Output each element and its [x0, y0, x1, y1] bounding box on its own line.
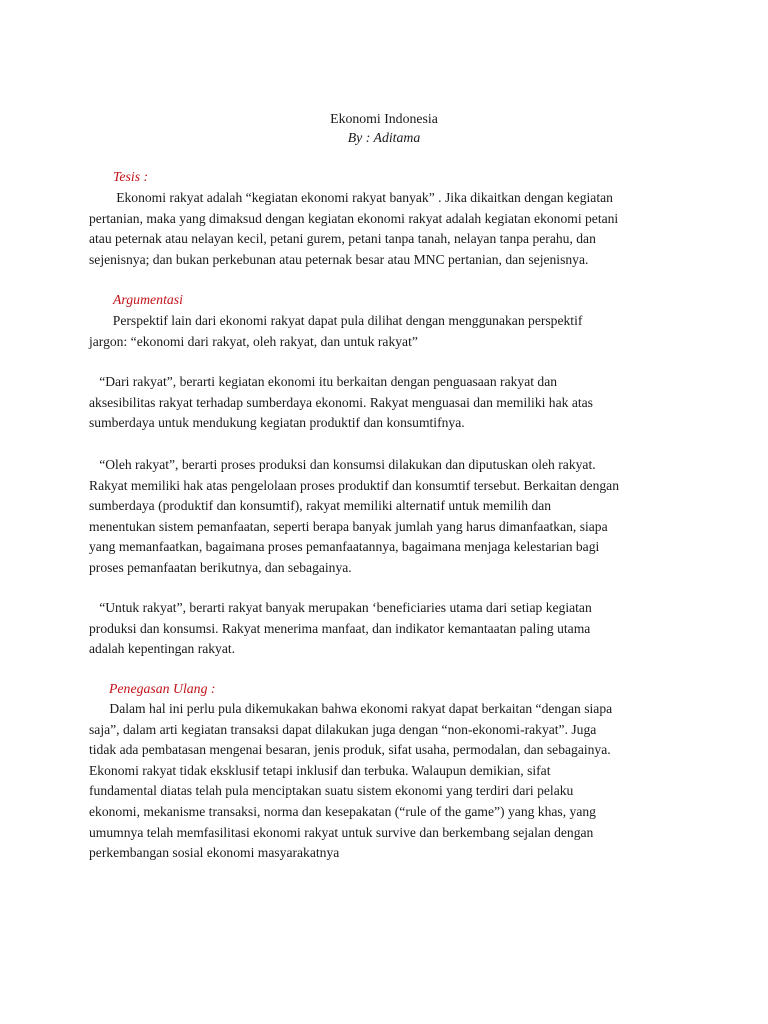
text-line: umumnya telah memfasilitasi ekonomi rakyat untuk survive dan berkembang sejalan dengan [89, 824, 594, 840]
text-line: proses pemanfaatan berikutnya, dan sebagainya. [89, 559, 352, 575]
text-line: Dalam hal ini perlu pula dikemukakan bahwa ekonomi rakyat dapat berkaitan “dengan siapa [89, 701, 613, 716]
document-author: By : Aditama [347, 130, 421, 145]
text-line: fundamental diatas telah pula menciptakan suatu sistem ekonomi yang terdiri dari pelaku [89, 783, 574, 799]
text-line: saja”, dalam arti kegiatan transaksi dapat dilakukan juga dengan “non-ekonomi-rakyat”. Juga [89, 721, 597, 737]
text-line: “Oleh rakyat”, berarti proses produksi dan konsumsi dilakukan dan diputuskan oleh rakyat. [89, 457, 596, 472]
heading-tesis: Tesis : [113, 169, 149, 184]
text-line: adalah kepentingan rakyat. [89, 641, 236, 657]
text-line: “Dari rakyat”, berarti kegiatan ekonomi itu berkaitan dengan penguasaan rakyat dan [89, 374, 558, 389]
heading-argumentasi: Argumentasi [113, 292, 184, 307]
text-line: jargon: “ekonomi dari rakyat, oleh rakyat, dan untuk rakyat” [89, 333, 418, 349]
text-line: yang memanfaatkan, bagaimana proses pemanfaatannya, bagaimana menjaga kelestarian bagi [89, 539, 600, 555]
paragraph-oleh-rakyat [89, 455, 689, 579]
heading-penegasan-ulang: Penegasan Ulang : [109, 681, 216, 696]
text-line: “Untuk rakyat”, berarti rakyat banyak merupakan ‘beneficiaries utama dari setiap kegiatan [89, 600, 592, 615]
paragraph-dari-rakyat [89, 372, 689, 434]
paragraph-untuk-rakyat [89, 598, 689, 660]
text-line: Ekonomi rakyat tidak eksklusif tetapi inklusif dan terbuka. Walaupun demikian, sifat [89, 762, 551, 778]
paragraph-tesis [89, 188, 689, 270]
text-line: atau peternak atau nelayan kecil, petani gurem, petani tanpa tanah, nelayan tanpa perahu, dan [89, 231, 596, 247]
text-line: ekonomi, mekanisme transaksi, norma dan kesepakatan (“rule of the game”) yang khas, yang [89, 803, 596, 819]
paragraph-penegasan-ulang [89, 699, 689, 864]
text-line: menentukan sistem pemanfaatan, seperti berapa banyak jumlah yang harus dimanfaatkan, siapa [89, 518, 608, 534]
text-line: pertanian, maka yang dimaksud dengan kegiatan ekonomi rakyat adalah kegiatan ekonomi petani [89, 210, 619, 226]
text-line: sumberdaya untuk mendukung kegiatan produktif dan konsumtifnya. [89, 415, 465, 431]
text-line: Ekonomi rakyat adalah “kegiatan ekonomi rakyat banyak” . Jika dikaitkan dengan kegiatan [89, 190, 613, 205]
text-line: sejenisnya; dan bukan perkebunan atau peternak besar atau MNC pertanian, dan sejenisnya. [89, 251, 589, 267]
text-line: aksesibilitas rakyat terhadap sumberdaya ekonomi. Rakyat menguasai dan memiliki hak atas [89, 394, 593, 410]
text-line: tidak ada pembatasan mengenai besaran, jenis produk, sifat usaha, permodalan, dan sebagainya. [89, 742, 611, 758]
text-line: Rakyat memiliki hak atas pengelolaan proses produktif dan konsumtif tersebut. Berkaitan dengan [89, 477, 620, 493]
paragraph-argumentasi-intro [89, 311, 689, 352]
text-line: produksi dan konsumsi. Rakyat menerima manfaat, dan indikator kemantaatan paling utama [89, 620, 591, 636]
text-line: sumberdaya (produktif dan konsumtif), rakyat memiliki alternatif untuk memilih dan [89, 498, 552, 514]
document-title: Ekonomi Indonesia [330, 111, 438, 126]
text-line: Perspektif lain dari ekonomi rakyat dapat pula dilihat dengan menggunakan perspektif [89, 313, 583, 328]
text-line: perkembangan sosial ekonomi masyarakatnya [89, 845, 340, 861]
